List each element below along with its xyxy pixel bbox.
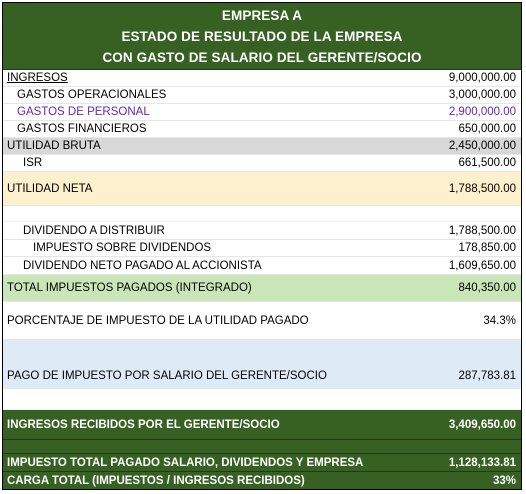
row-value: 840,350.00 — [458, 282, 516, 294]
row-label: UTILIDAD BRUTA — [7, 140, 101, 152]
row-total-impuestos — [3, 275, 521, 302]
row-label: INGRESOS RECIBIDOS POR EL GERENTE/SOCIO — [7, 418, 280, 431]
row-value: 1,788,500.00 — [448, 224, 516, 237]
row-value: 1,128,133.81 — [448, 456, 516, 469]
row-value: 1,609,650.00 — [448, 259, 516, 272]
spacer-row — [3, 206, 521, 222]
row-pago-impuesto-salario — [3, 340, 521, 389]
row-label: INGRESOS — [7, 72, 68, 84]
row-ingresos — [3, 70, 521, 87]
row-value: 3,409,650.00 — [448, 418, 516, 431]
row-label: ISR — [23, 157, 43, 169]
statement-header — [3, 3, 521, 70]
row-label: GASTOS DE PERSONAL — [17, 106, 150, 118]
row-label: IMPUESTO TOTAL PAGADO SALARIO, DIVIDENDOS Y EMPRESA — [7, 456, 364, 469]
row-value: 2,900,000.00 — [448, 106, 516, 118]
row-ingresos-recibidos — [3, 410, 521, 440]
row-impuesto-dividendos — [3, 240, 521, 257]
row-value: 650,000.00 — [458, 123, 516, 135]
row-label: UTILIDAD NETA — [7, 182, 93, 195]
row-value: 178,850.00 — [458, 242, 516, 254]
row-value: 287,783.81 — [458, 370, 516, 382]
row-isr — [3, 155, 521, 172]
income-statement-sheet — [2, 2, 522, 490]
statement-subtitle: CON GASTO DE SALARIO DEL GERENTE/SOCIO — [102, 49, 422, 65]
row-label: CARGA TOTAL (IMPUESTOS / INGRESOS RECIBIDOS) — [7, 475, 305, 487]
row-label: TOTAL IMPUESTOS PAGADOS (INTEGRADO) — [7, 282, 252, 294]
row-utilidad-neta — [3, 172, 521, 206]
row-value: 9,000,000.00 — [448, 72, 516, 84]
spacer-row-dark — [3, 440, 521, 454]
row-label: PORCENTAJE DE IMPUESTO DE LA UTILIDAD PAGADO — [7, 314, 309, 327]
row-gastos-operacionales — [3, 87, 521, 104]
spacer-row — [3, 389, 521, 410]
row-value: 661,500.00 — [458, 157, 516, 169]
row-dividendo-neto — [3, 257, 521, 275]
row-gastos-personal — [3, 104, 521, 121]
row-value: 33% — [492, 475, 516, 487]
row-label: DIVIDENDO NETO PAGADO AL ACCIONISTA — [23, 259, 262, 272]
row-impuesto-total — [3, 454, 521, 472]
row-label: GASTOS OPERACIONALES — [17, 89, 167, 101]
row-label: PAGO DE IMPUESTO POR SALARIO DEL GERENTE/SOCIO — [7, 370, 327, 382]
row-label: GASTOS FINANCIEROS — [17, 123, 147, 135]
row-porcentaje-impuesto — [3, 302, 521, 340]
row-value: 2,450,000.00 — [448, 140, 516, 152]
row-dividendo-distribuir — [3, 222, 521, 240]
row-value: 1,788,500.00 — [448, 182, 516, 195]
statement-title: ESTADO DE RESULTADO DE LA EMPRESA — [121, 28, 403, 44]
row-label: DIVIDENDO A DISTRIBUIR — [23, 224, 165, 237]
row-value: 3,000,000.00 — [448, 89, 516, 101]
company-title: EMPRESA A — [221, 7, 303, 23]
row-label: IMPUESTO SOBRE DIVIDENDOS — [33, 242, 212, 254]
row-carga-total — [3, 472, 521, 490]
row-utilidad-bruta — [3, 138, 521, 155]
row-value: 34.3% — [483, 314, 516, 327]
row-gastos-financieros — [3, 121, 521, 138]
